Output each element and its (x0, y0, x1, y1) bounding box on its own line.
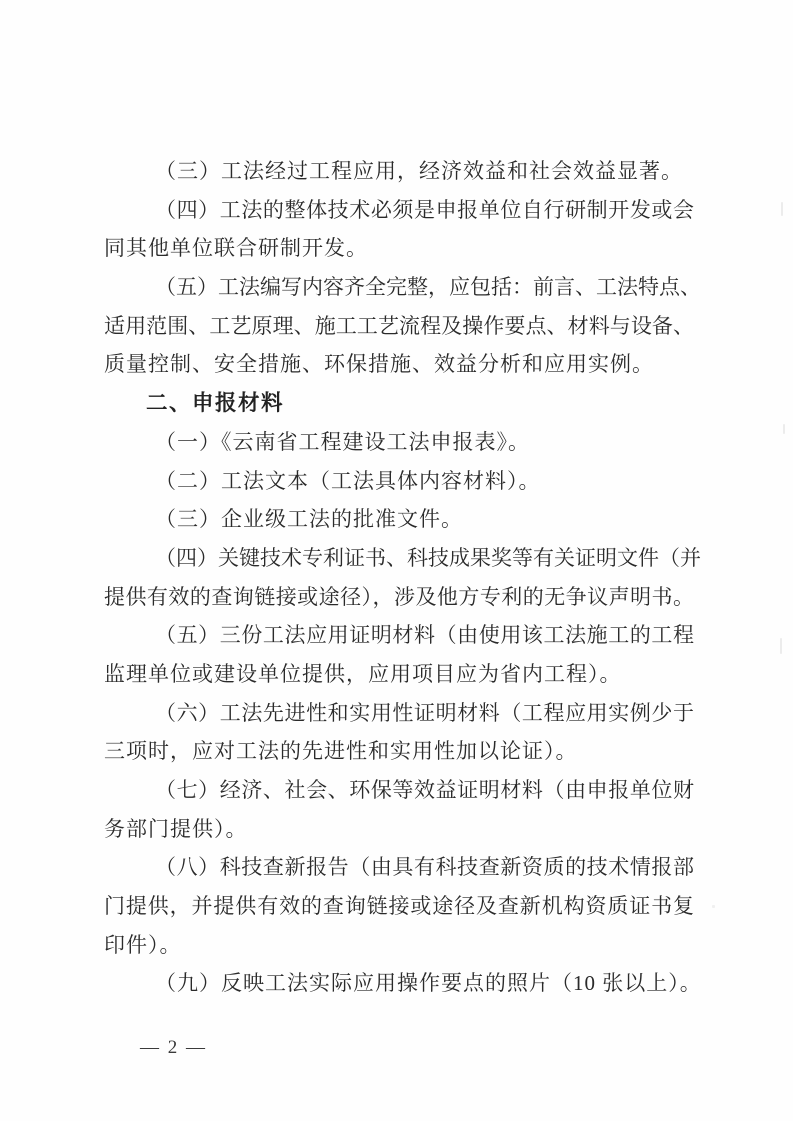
section-heading-application-materials: 二、申报材料 (146, 391, 285, 416)
document-line: 印件）。 (104, 932, 182, 957)
document-line: （四）工法的整体技术必须是申报单位自行研制开发或会 (155, 197, 694, 222)
document-line: 质量控制、安全措施、环保措施、效益分析和应用实例。 (104, 352, 654, 377)
document-line: （五）三份工法应用证明材料（由使用该工法施工的工程 (155, 623, 694, 648)
scan-artifact (712, 905, 715, 908)
scan-artifact (780, 638, 782, 654)
document-line: 三项时，应对工法的先进性和实用性加以论证）。 (104, 739, 578, 764)
page-number: — 2 — (140, 1037, 207, 1058)
document-line: （六）工法先进性和实用性证明材料（工程应用实例少于 (155, 700, 694, 725)
scan-artifact (781, 202, 783, 216)
document-line: （七）经济、社会、环保等效益证明材料（由申报单位财 (155, 778, 694, 802)
document-body (104, 152, 702, 1003)
document-line: （一）《云南省工程建设工法申报表》。 (155, 429, 530, 454)
document-line: （二）工法文本（工法具体内容材料）。 (155, 468, 541, 493)
document-line: （八）科技查新报告（由具有科技查新资质的技术情报部 (155, 855, 694, 880)
document-line: （五）工法编写内容齐全完整，应包括：前言、工法特点、 (155, 275, 701, 300)
document-line: 门提供，并提供有效的查询链接或途径及查新机构资质证书复 (104, 894, 694, 919)
document-line: 同其他单位联合研制开发。 (104, 236, 368, 261)
document-line: （九）反映工法实际应用操作要点的照片（10 张以上）。 (155, 971, 702, 996)
document-line: （四）关键技术专利证书、科技成果奖等有关证明文件（并 (155, 545, 701, 570)
document-line: 提供有效的查询链接或途径），涉及他方专利的无争议声明书。 (104, 584, 694, 609)
document-line: （三）工法经过工程应用，经济效益和社会效益显著。 (155, 159, 683, 183)
document-line: 适用范围、工艺原理、施工工艺流程及操作要点、材料与设备、 (104, 313, 694, 338)
document-line: 务部门提供）。 (104, 816, 248, 841)
scan-artifact (783, 424, 785, 434)
document-line: 监理单位或建设单位提供，应用项目应为省内工程）。 (104, 661, 622, 686)
document-line: （三）企业级工法的批准文件。 (155, 507, 463, 532)
